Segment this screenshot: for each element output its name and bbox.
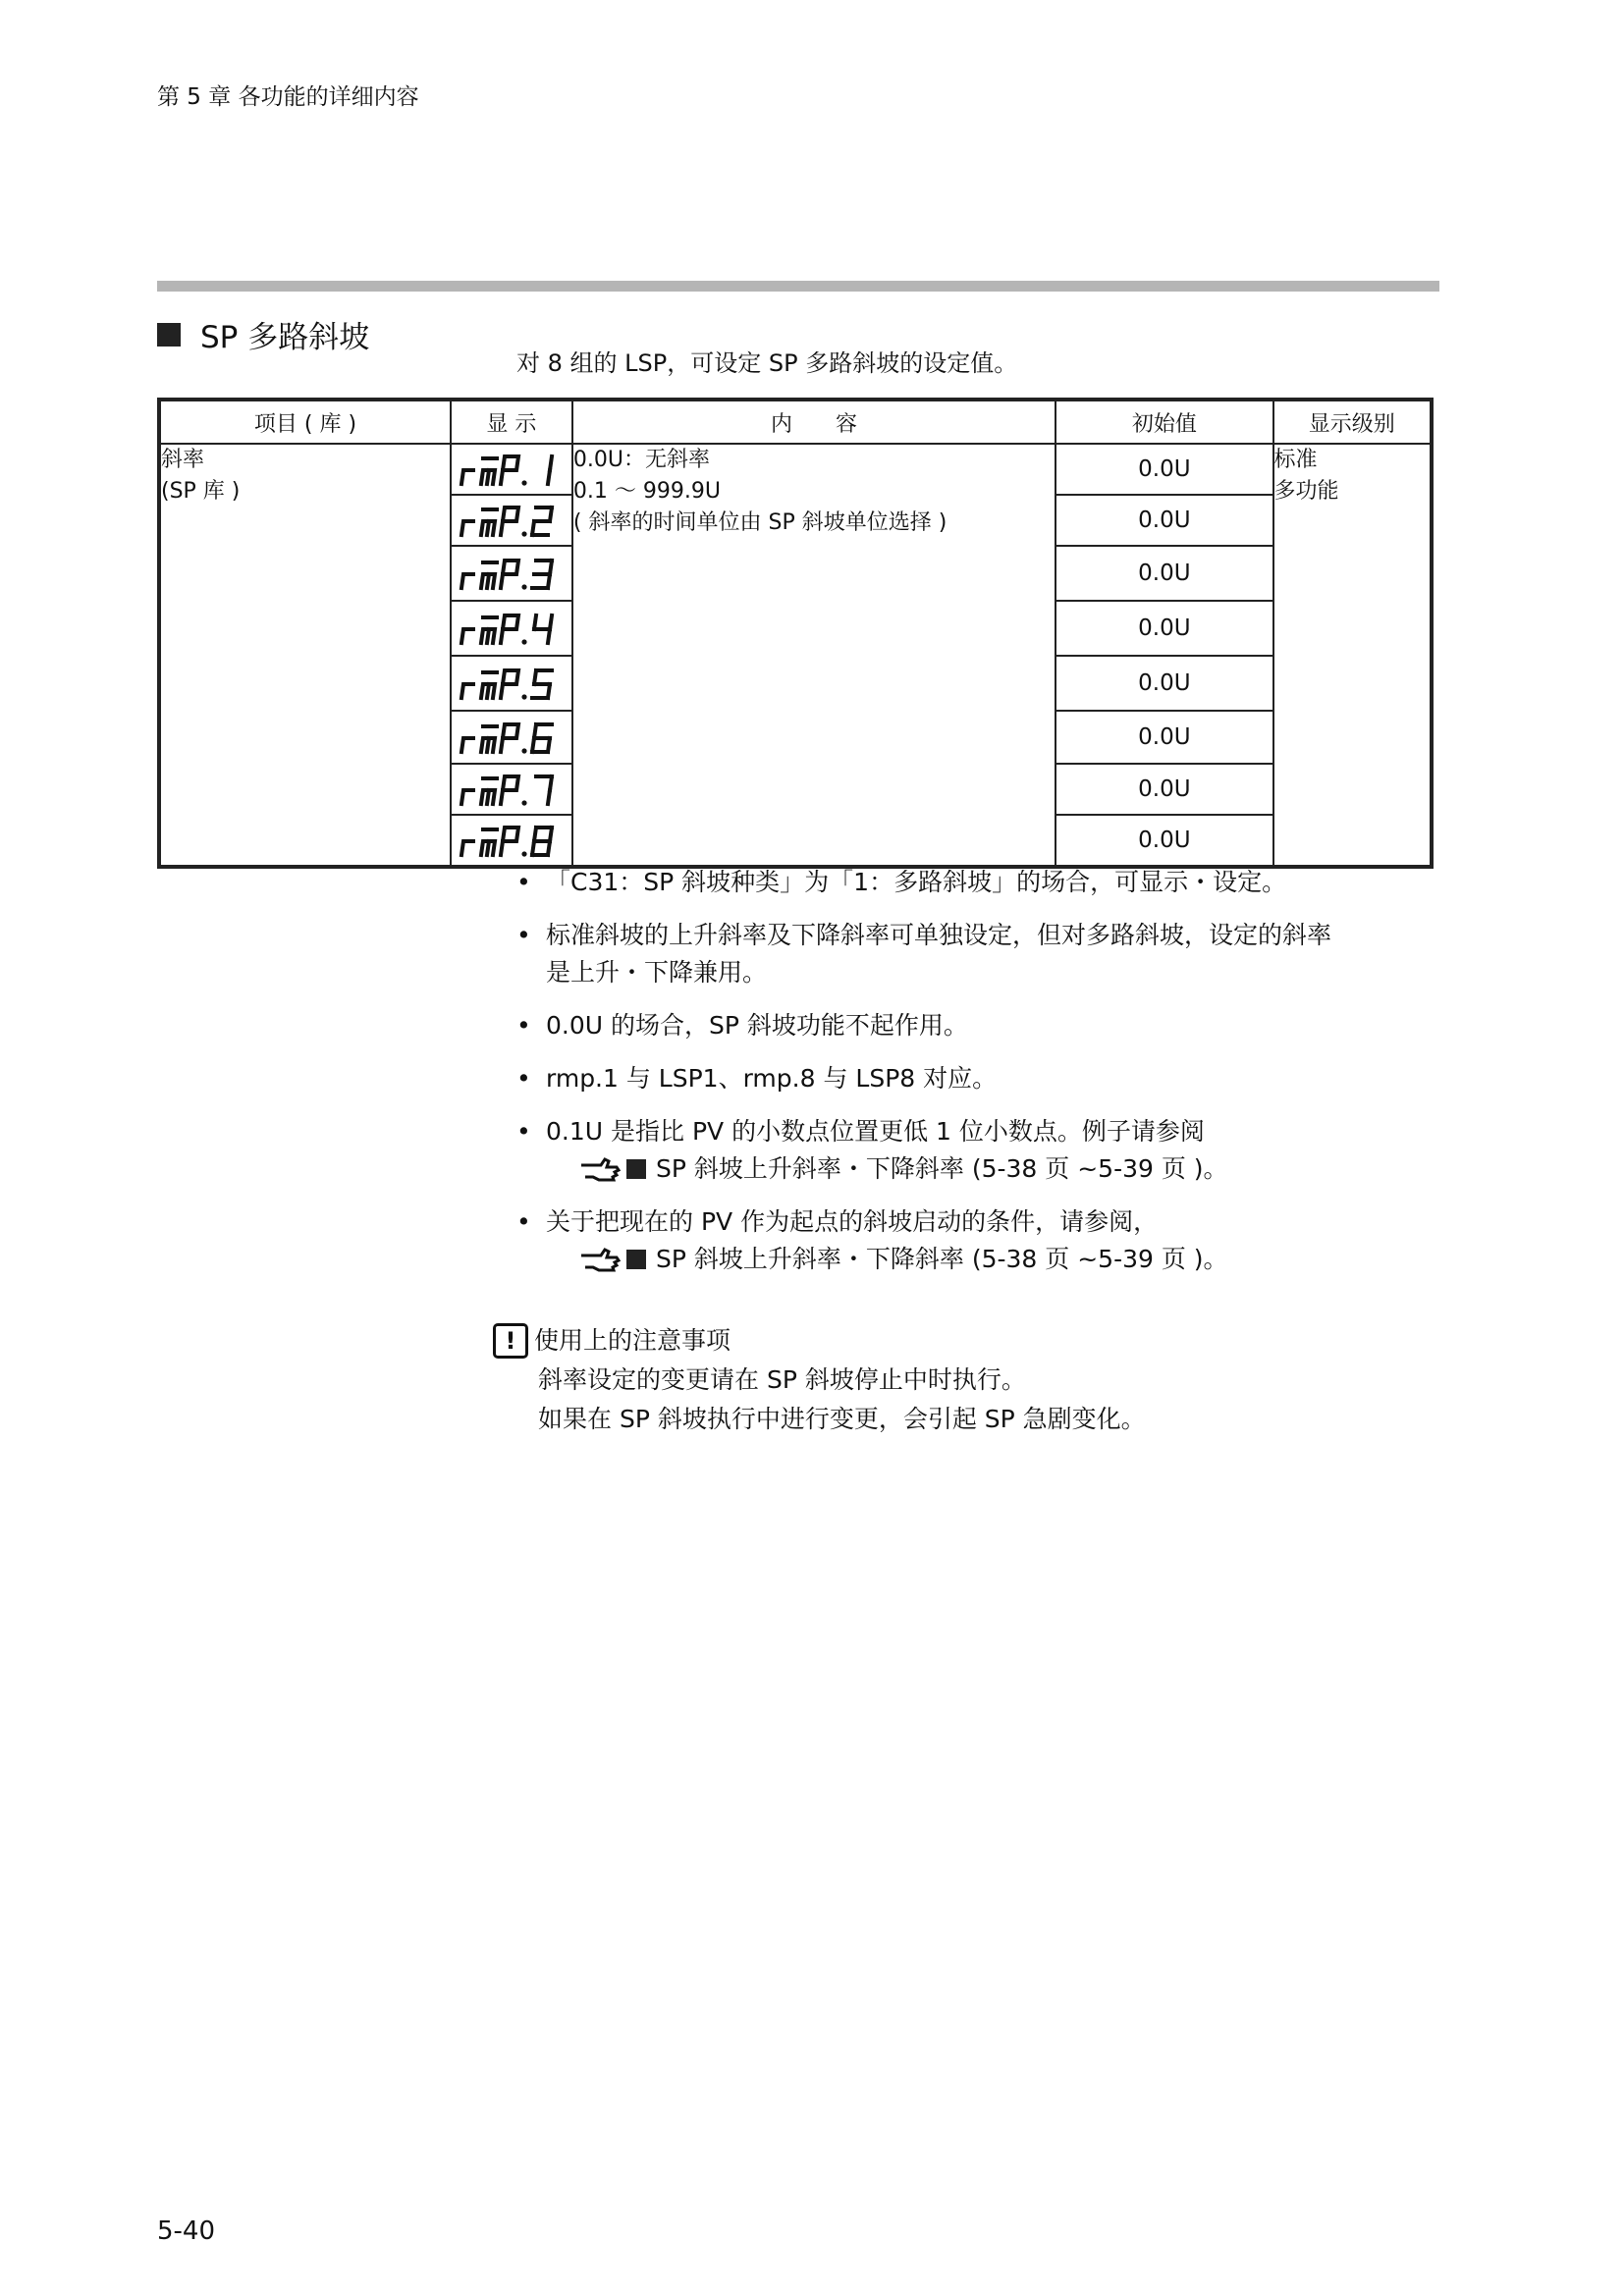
note-item — [513, 1007, 1445, 1044]
note-text: 是上升・下降兼用。 — [546, 958, 768, 987]
content-line: 0.0U：无斜率 — [572, 448, 710, 472]
table-header-row — [159, 400, 1432, 444]
level-line: 标准 — [1273, 448, 1318, 472]
pointing-hand-icon — [579, 1246, 623, 1273]
initial-value-cell: 0.0U — [1056, 815, 1272, 867]
note-text: 标准斜坡的上升斜率及下降斜率可单独设定，但对多路斜坡，设定的斜率 — [546, 921, 1332, 949]
segment-display-3 — [456, 555, 569, 594]
note-text: 「C31：SP 斜坡种类」为「1：多路斜坡」的场合，可显示・设定。 — [546, 868, 1287, 896]
chapter-header: 第 5 章 各功能的详细内容 — [157, 84, 419, 110]
caution-line: 如果在 SP 斜坡执行中进行变更，会引起 SP 急剧变化。 — [538, 1405, 1146, 1433]
notes-list — [513, 864, 1445, 1294]
cross-reference[interactable] — [546, 1150, 1445, 1188]
black-square-icon — [626, 1159, 646, 1179]
note-item — [513, 1113, 1445, 1188]
bullet: • — [516, 921, 531, 949]
header-content: 内 容 — [572, 400, 1056, 444]
section-heading — [157, 312, 369, 356]
bullet: • — [516, 1117, 531, 1146]
table-row — [159, 444, 1432, 495]
initial-value-cell: 0.0U — [1056, 495, 1272, 546]
parameter-table — [157, 398, 1434, 869]
note-text: 0.1U 是指比 PV 的小数点位置更低 1 位小数点。例子请参阅 — [546, 1117, 1205, 1146]
segment-display-7 — [456, 771, 569, 810]
header-item: 项目 ( 库 ) — [159, 400, 451, 444]
level-line: 多功能 — [1273, 479, 1339, 504]
display-cell — [451, 495, 572, 546]
header-display: 显 示 — [451, 400, 572, 444]
segment-display-5 — [456, 665, 569, 704]
level-cell — [1273, 444, 1432, 867]
cross-reference[interactable] — [546, 1241, 1445, 1278]
initial-value-cell: 0.0U — [1056, 764, 1272, 815]
header-initial: 初始值 — [1056, 400, 1272, 444]
caution-box — [493, 1321, 1146, 1439]
section-divider — [157, 281, 1439, 292]
segment-display-1 — [456, 451, 569, 490]
note-item — [513, 1060, 1445, 1097]
content-line: 0.1 ～ 999.9U — [572, 479, 721, 504]
section-title: SP 多路斜坡 — [200, 320, 370, 355]
segment-display-2 — [456, 502, 569, 541]
initial-value-cell: 0.0U — [1056, 656, 1272, 711]
header-level: 显示级别 — [1273, 400, 1432, 444]
caution-heading — [493, 1321, 1146, 1361]
caution-title: 使用上的注意事项 — [534, 1326, 731, 1355]
display-cell — [451, 444, 572, 495]
caution-icon: ! — [493, 1323, 528, 1359]
display-cell — [451, 764, 572, 815]
initial-value-cell: 0.0U — [1056, 601, 1272, 656]
display-cell — [451, 546, 572, 601]
display-cell — [451, 601, 572, 656]
pointing-hand-icon — [579, 1155, 623, 1183]
note-item — [513, 1203, 1445, 1278]
bullet: • — [516, 1207, 531, 1236]
content-line: ( 斜率的时间单位由 SP 斜坡单位选择 ) — [572, 510, 947, 535]
initial-value-cell: 0.0U — [1056, 546, 1272, 601]
item-line: 斜率 — [161, 448, 205, 472]
page-number: 5-40 — [157, 2216, 216, 2246]
caution-line: 斜率设定的变更请在 SP 斜坡停止中时执行。 — [538, 1365, 1026, 1394]
bullet: • — [516, 1011, 531, 1040]
bullet: • — [516, 1064, 531, 1093]
note-item — [513, 864, 1445, 901]
initial-value-cell: 0.0U — [1056, 711, 1272, 764]
black-square-icon — [157, 323, 181, 347]
black-square-icon — [626, 1250, 646, 1269]
note-text: 0.0U 的场合，SP 斜坡功能不起作用。 — [546, 1011, 968, 1040]
item-line: (SP 库 ) — [161, 479, 241, 504]
note-text: 关于把现在的 PV 作为起点的斜坡启动的条件，请参阅， — [546, 1207, 1159, 1236]
display-cell — [451, 815, 572, 867]
note-text: rmp.1 与 LSP1、rmp.8 与 LSP8 对应。 — [546, 1064, 998, 1093]
segment-display-8 — [456, 822, 569, 861]
section-intro: 对 8 组的 LSP，可设定 SP 多路斜坡的设定值。 — [516, 349, 1018, 377]
initial-value-cell: 0.0U — [1056, 444, 1272, 495]
note-item — [513, 917, 1445, 991]
bullet: • — [516, 868, 531, 896]
reference-text[interactable]: SP 斜坡上升斜率・下降斜率 (5-38 页 ~5-39 页 )。 — [656, 1154, 1228, 1183]
segment-display-6 — [456, 719, 569, 758]
content-cell — [572, 444, 1056, 867]
reference-text[interactable]: SP 斜坡上升斜率・下降斜率 (5-38 页 ~5-39 页 )。 — [656, 1245, 1228, 1273]
item-cell — [159, 444, 451, 867]
display-cell — [451, 711, 572, 764]
display-cell — [451, 656, 572, 711]
segment-display-4 — [456, 610, 569, 649]
